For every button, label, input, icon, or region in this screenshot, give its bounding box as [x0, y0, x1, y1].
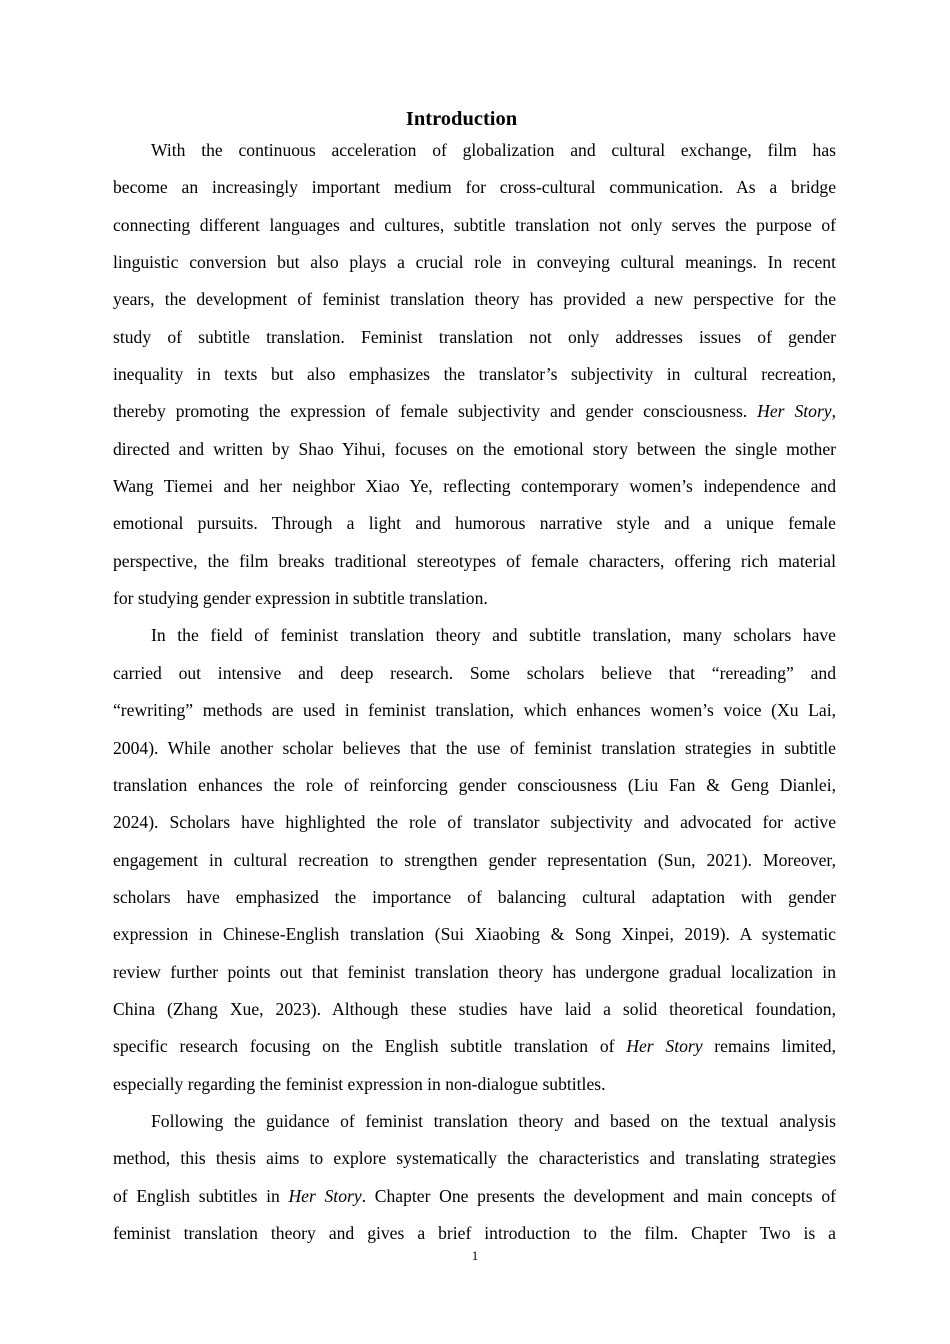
text-run: years, the development of feminist translation theory has provided a new perspective for the [113, 289, 836, 310]
text-run: scholars have emphasized the importance of balancing cultural adaptation with gender [113, 886, 836, 907]
text-line [113, 921, 836, 958]
text-line [113, 249, 836, 286]
text-run: 2024). Scholars have highlighted the role of translator subjectivity and advocated for active [113, 812, 836, 833]
text-line [113, 1033, 836, 1070]
text-line [113, 548, 836, 585]
text-line [113, 398, 836, 435]
text-run: especially regarding the feminist expression in non-dialogue subtitles. [113, 1073, 606, 1094]
text-line [113, 1145, 836, 1182]
text-run: directed and written by Shao Yihui, focuses on the emotional story between the single mother [113, 438, 836, 459]
page-number: 1 [471, 1248, 479, 1263]
section-title: Introduction [405, 108, 518, 130]
text-line [113, 847, 836, 884]
text-line [113, 1183, 836, 1220]
text-run: specific research focusing on the English subtitle translation of [113, 1036, 627, 1057]
text-line [113, 137, 836, 174]
text-line [113, 809, 836, 846]
text-line [113, 772, 836, 809]
paragraph [113, 137, 836, 622]
text-run: translation enhances the role of reinforcing gender consciousness (Liu Fan & Geng Dianlei, [113, 774, 836, 795]
text-run: linguistic conversion but also plays a crucial role in conveying cultural meanings. In recent [113, 252, 836, 273]
text-line [113, 735, 836, 772]
text-run: for studying gender expression in subtitle translation. [113, 588, 488, 609]
text-line [113, 697, 836, 734]
text-run: feminist translation theory and gives a brief introduction to the film. Chapter Two is a [113, 1222, 836, 1243]
text-line [113, 510, 836, 547]
text-line [113, 174, 836, 211]
text-run: 2004). While another scholar believes that the use of feminist translation strategies in subtitle [113, 737, 836, 758]
text-line [113, 436, 836, 473]
text-line [113, 361, 836, 398]
paragraph [113, 622, 836, 1107]
text-run: carried out intensive and deep research. Some scholars believe that “rereading” and [113, 662, 836, 683]
text-run: perspective, the film breaks traditional stereotypes of female characters, offering rich material [113, 550, 836, 571]
text-run: study of subtitle translation. Feminist translation not only addresses issues of gender [113, 326, 836, 347]
paragraph [113, 1108, 836, 1257]
text-run: connecting different languages and cultures, subtitle translation not only serves the purpose of [113, 214, 836, 235]
text-run: of English subtitles in [113, 1185, 289, 1206]
text-line [113, 959, 836, 996]
italic-title: Her Story [626, 1036, 703, 1057]
text-run: With the continuous acceleration of globalization and cultural exchange, film has [151, 140, 836, 160]
text-line [113, 473, 836, 510]
text-line [113, 585, 836, 622]
text-run: Wang Tiemei and her neighbor Xiao Ye, reflecting contemporary women’s independence and [113, 476, 836, 497]
text-line [113, 622, 836, 659]
text-line [113, 884, 836, 921]
text-run: inequality in texts but also emphasizes the translator’s subjectivity in cultural recreation, [113, 364, 836, 385]
text-run: review further points out that feminist translation theory has undergone gradual localization in [113, 961, 836, 982]
text-line [113, 1108, 836, 1145]
body-text [113, 137, 836, 1257]
text-run: Following the guidance of feminist translation theory and based on the textual analysis [151, 1110, 836, 1131]
text-run: engagement in cultural recreation to strengthen gender representation (Sun, 2021). Moreover, [113, 849, 836, 870]
text-run: remains limited, [702, 1036, 836, 1057]
text-run: “rewriting” methods are used in feminist translation, which enhances women’s voice (Xu Lai, [113, 700, 836, 721]
text-run: become an increasingly important medium for cross-cultural communication. As a bridge [113, 177, 836, 198]
text-run: In the field of feminist translation theory and subtitle translation, many scholars have [151, 625, 836, 646]
text-line [113, 286, 836, 323]
text-run: . Chapter One presents the development and main concepts of [361, 1185, 836, 1206]
text-run: method, this thesis aims to explore systematically the characteristics and translating strategies [113, 1148, 836, 1169]
text-line [113, 212, 836, 249]
text-line [113, 1071, 836, 1108]
text-line [113, 660, 836, 697]
italic-title: Her Story [757, 401, 832, 422]
text-run: emotional pursuits. Through a light and humorous narrative style and a unique female [113, 513, 836, 534]
text-run: thereby promoting the expression of female subjectivity and gender consciousness. [113, 401, 758, 422]
text-run: China (Zhang Xue, 2023). Although these studies have laid a solid theoretical foundation, [113, 998, 836, 1019]
text-line [113, 324, 836, 361]
text-run: , [831, 401, 836, 422]
italic-title: Her Story [288, 1185, 362, 1206]
text-line [113, 996, 836, 1033]
text-run: expression in Chinese-English translation (Sui Xiaobing & Song Xinpei, 2019). A systematic [113, 924, 836, 945]
